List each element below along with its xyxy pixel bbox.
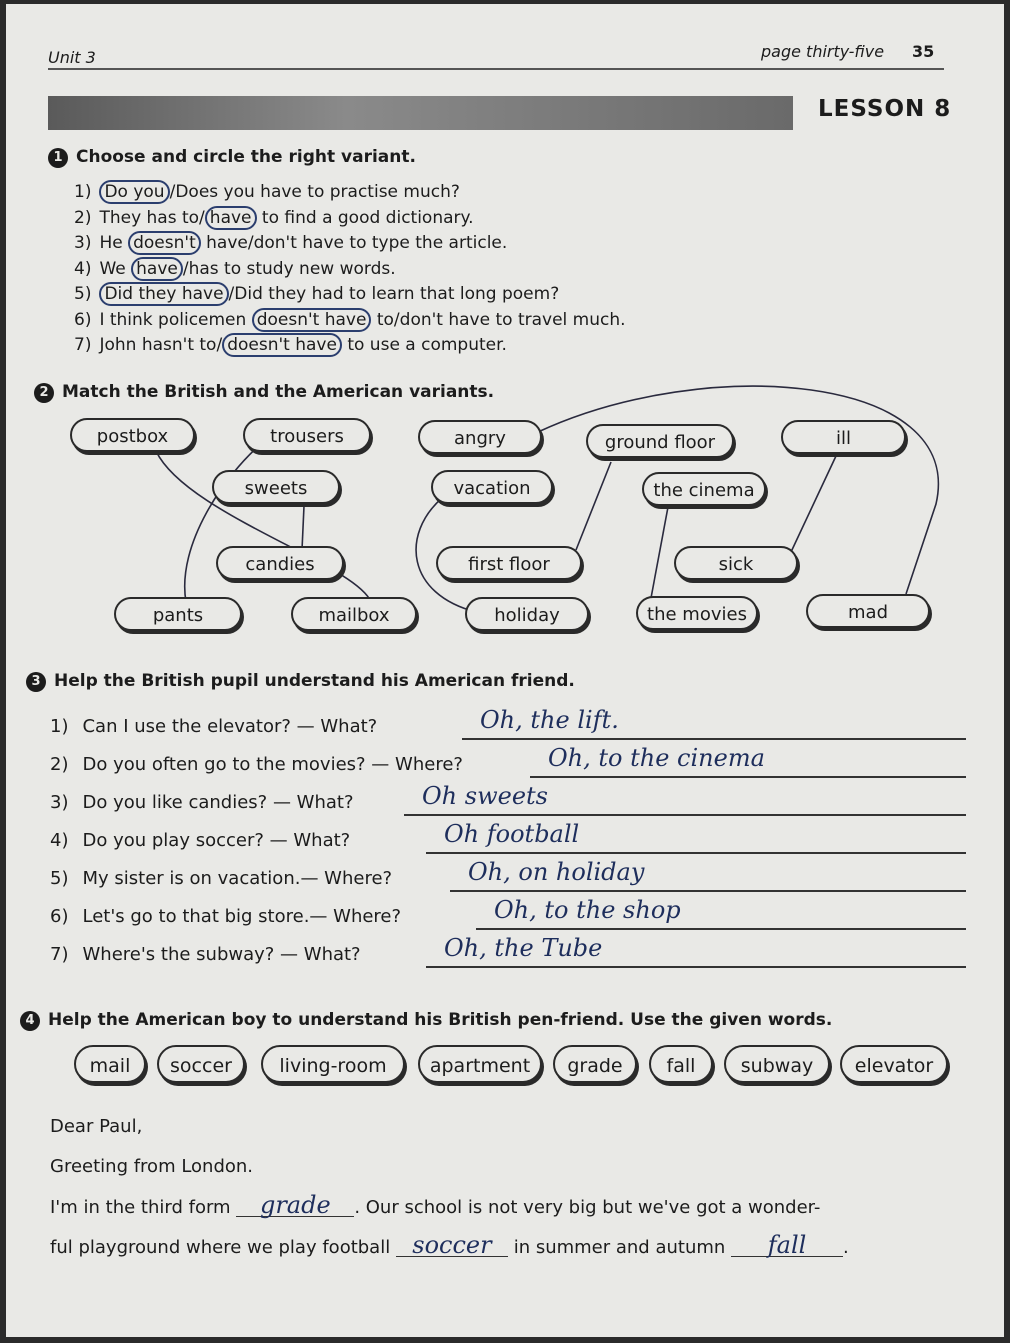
answer-fall[interactable]: fall (731, 1234, 843, 1257)
circled-answer[interactable]: doesn't (128, 231, 201, 255)
page-text: page thirty-five (761, 42, 885, 61)
item-number: 3) (50, 792, 69, 813)
task4-number: 4 (20, 1011, 40, 1031)
question: Where's the subway? — What? (82, 944, 361, 965)
item-text: We (99, 258, 132, 279)
answer-line (462, 738, 966, 740)
task4-heading (20, 1010, 832, 1031)
line-groundfloor-firstfloor (576, 462, 611, 550)
question: Do you play soccer? — What? (82, 830, 351, 851)
question-text (50, 830, 350, 851)
word-candies[interactable]: candies (216, 546, 344, 580)
item-text: have/don't have to type the article. (200, 233, 508, 253)
word-pants[interactable]: pants (114, 597, 242, 631)
line-ill-sick (791, 456, 836, 552)
word-postbox[interactable]: postbox (70, 418, 195, 452)
line-cinema-movies (651, 507, 668, 598)
handwritten-answer[interactable]: Oh, to the cinema (548, 744, 765, 772)
question-text (50, 944, 361, 965)
item-number: 4) (74, 258, 92, 279)
item-number: 7) (50, 944, 69, 965)
answer-soccer[interactable]: soccer (396, 1234, 508, 1257)
item-number: 2) (50, 754, 69, 775)
word-sick[interactable]: sick (674, 546, 798, 580)
item-number: 1) (74, 182, 92, 202)
item-text: They has to/ (99, 207, 205, 228)
task2-title: Match the British and the American variants. (62, 382, 495, 402)
letter-text: . Our school is not very big but we've got a wonder- (354, 1197, 821, 1218)
question: My sister is on vacation.— Where? (82, 868, 393, 889)
word-holiday[interactable]: holiday (465, 597, 589, 631)
task1-title: Choose and circle the right variant. (76, 147, 416, 167)
item-text: to find a good dictionary. (256, 207, 474, 228)
item-number: 6) (74, 309, 92, 330)
circled-answer[interactable]: have (131, 257, 183, 281)
workbook-page (6, 4, 1004, 1337)
answer-line (476, 928, 966, 930)
letter-text: ful playground where we play football (50, 1237, 391, 1258)
item-text: to/don't have to travel much. (371, 309, 626, 330)
word-mail[interactable]: mail (74, 1045, 146, 1083)
answer-line (404, 814, 966, 816)
handwritten-answer[interactable]: Oh football (444, 820, 580, 848)
task3-title: Help the British pupil understand his American friend. (54, 671, 575, 691)
word-ill[interactable]: ill (781, 420, 906, 454)
circled-answer[interactable]: doesn't have (222, 333, 342, 357)
item-text: I think policemen (99, 309, 252, 330)
question-text (50, 792, 354, 813)
item-text: He (99, 233, 129, 253)
word-grade[interactable]: grade (553, 1045, 637, 1083)
handwritten-answer[interactable]: Oh, to the shop (494, 896, 681, 924)
item-text: /Did they had to learn that long poem? (228, 284, 560, 304)
question: Do you often go to the movies? — Where? (82, 754, 463, 775)
item-number: 5) (74, 284, 92, 304)
task2-number: 2 (34, 383, 54, 403)
answer-line (426, 852, 966, 854)
answer-line (450, 890, 966, 892)
answer-line (530, 776, 966, 778)
handwritten-answer[interactable]: Oh, on holiday (468, 858, 645, 886)
letter-line1: Greeting from London. (50, 1156, 254, 1177)
item-text: /has to study new words. (182, 258, 396, 279)
word-vacation[interactable]: vacation (431, 470, 553, 504)
question-text (50, 906, 401, 927)
item-text: to use a computer. (341, 335, 507, 355)
word-elevator[interactable]: elevator (840, 1045, 948, 1083)
handwritten-answer[interactable]: Oh, the Tube (444, 934, 603, 962)
handwritten-answer[interactable]: Oh, the lift. (480, 706, 619, 734)
answer-line (426, 966, 966, 968)
word-first-floor[interactable]: first floor (436, 546, 582, 580)
item-number: 3) (74, 233, 92, 253)
item-number: 4) (50, 830, 69, 851)
letter-line3 (50, 1231, 849, 1259)
letter-line2 (50, 1191, 821, 1219)
page-number: 35 (912, 42, 935, 61)
item-number: 6) (50, 906, 69, 927)
task1-number: 1 (48, 148, 68, 168)
item-number: 1) (50, 716, 69, 737)
word-angry[interactable]: angry (418, 420, 542, 454)
answer-grade[interactable]: grade (236, 1194, 354, 1217)
word-subway[interactable]: subway (724, 1045, 830, 1083)
item-text: /Does you have to practise much? (169, 182, 460, 202)
question-text (50, 868, 392, 889)
letter-text: I'm in the third form (50, 1197, 231, 1218)
word-mad[interactable]: mad (806, 594, 930, 628)
circled-answer[interactable]: Did they have (99, 282, 228, 306)
circled-answer[interactable]: doesn't have (252, 308, 372, 332)
word-the-movies[interactable]: the movies (636, 596, 758, 630)
line-sweets-candies (302, 506, 304, 550)
circled-answer[interactable]: Do you (99, 180, 169, 204)
question-text (50, 716, 377, 737)
word-trousers[interactable]: trousers (243, 418, 371, 452)
unit-label: Unit 3 (48, 48, 96, 67)
task3-heading (26, 671, 575, 692)
handwritten-answer[interactable]: Oh sweets (422, 782, 548, 810)
word-soccer[interactable]: soccer (157, 1045, 245, 1083)
letter-greeting: Dear Paul, (50, 1116, 143, 1137)
circled-answer[interactable]: have (205, 206, 257, 230)
question-text (50, 754, 463, 775)
item-number: 5) (50, 868, 69, 889)
item-number: 2) (74, 207, 92, 228)
word-sweets[interactable]: sweets (212, 470, 340, 504)
word-living-room[interactable]: living-room (261, 1045, 405, 1083)
word-fall[interactable]: fall (649, 1045, 713, 1083)
letter-text: in summer and autumn (513, 1237, 726, 1258)
word-ground-floor[interactable]: ground floor (586, 424, 734, 458)
letter-text: . (843, 1237, 849, 1258)
word-apartment[interactable]: apartment (418, 1045, 542, 1083)
lesson-title: LESSON 8 (818, 96, 952, 122)
question: Let's go to that big store.— Where? (82, 906, 402, 927)
question: Do you like candies? — What? (82, 792, 354, 813)
item-text: John hasn't to/ (99, 335, 223, 355)
item-number: 7) (74, 335, 92, 355)
word-the-cinema[interactable]: the cinema (642, 472, 766, 506)
word-mailbox[interactable]: mailbox (291, 597, 417, 631)
task3-number: 3 (26, 672, 46, 692)
task4-title: Help the American boy to understand his British pen-friend. Use the given words. (48, 1010, 833, 1030)
question: Can I use the elevator? — What? (82, 716, 378, 737)
